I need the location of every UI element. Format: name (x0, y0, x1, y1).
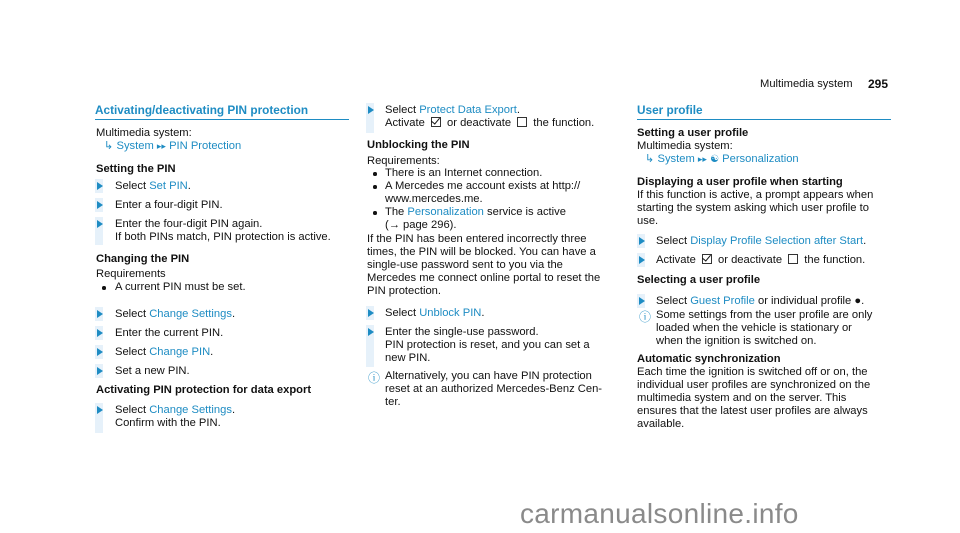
path-system[interactable]: System (657, 153, 695, 165)
protect-data-export-link[interactable]: Protect Data Export (419, 104, 517, 116)
nav-return-icon: ↳ (104, 140, 114, 152)
step-select-change-settings: Select Change Settings. (115, 308, 236, 320)
step-arrow-icon (97, 182, 103, 190)
path-personalization[interactable]: Personalization (722, 153, 799, 165)
step-select-protect-export: Select Protect Data Export. (385, 104, 520, 116)
display-profile-selection-link[interactable]: Display Profile Selection after Start (690, 235, 864, 247)
heading-display-profile: Displaying a user profile when starting (637, 176, 843, 188)
step-select-change-pin: Select Change PIN. (115, 346, 214, 358)
paragraph-line: If the PIN has been entered incorrectly three (367, 233, 587, 245)
menu-path (104, 140, 241, 154)
step-result-text: If both PINs match, PIN protection is active. (115, 231, 331, 243)
title-rule (95, 119, 349, 120)
step-enter-current-pin: Enter the current PIN. (115, 327, 224, 339)
note-line: Alternatively, you can have PIN protection (385, 370, 592, 382)
step-enter-pin-again: Enter the four-digit PIN again. (115, 218, 263, 230)
step-result-text: new PIN. (385, 352, 431, 364)
step-set-new-pin: Set a new PIN. (115, 365, 190, 377)
note-line: loaded when the vehicle is stationary or (656, 322, 852, 334)
paragraph-line: If this function is active, a prompt appears when (637, 189, 874, 201)
step-arrow-icon (97, 348, 103, 356)
paragraph-line: available. (637, 418, 685, 430)
step-arrow-icon (368, 328, 374, 336)
checkbox-checked-icon[interactable] (431, 117, 441, 127)
step-arrow-icon (97, 406, 103, 414)
step-arrow-icon (97, 220, 103, 228)
info-icon: ⓘ (639, 310, 652, 324)
intro-text: Multimedia system: (637, 140, 733, 152)
requirement-account-url: www.mercedes.me. (385, 193, 483, 205)
page-reference[interactable]: (→ page 296). (385, 219, 457, 231)
checkbox-checked-icon[interactable] (702, 254, 712, 264)
paragraph-line: use. (637, 215, 659, 227)
paragraph-line: Each time the ignition is switched off or on, the (637, 366, 868, 378)
step-activate-function: Activate or deactivate the function. (385, 117, 595, 129)
nav-return-icon: ↳ (645, 153, 655, 165)
requirement-personalization: The Personalization service is active (385, 206, 566, 218)
heading-setting-profile: Setting a user profile (637, 127, 749, 139)
section-header: Multimedia system (760, 78, 853, 90)
bullet (373, 211, 377, 215)
heading-auto-sync: Automatic synchronization (637, 353, 781, 365)
paragraph-line: multimedia system and on the server. This (637, 392, 847, 404)
paragraph-line: starting the system asking which user profile to (637, 202, 869, 214)
checkbox-unchecked-icon[interactable] (788, 254, 798, 264)
requirement-internet: There is an Internet connection. (385, 167, 543, 179)
note-line: ter. (385, 396, 401, 408)
paragraph-line: Mercedes me connect online portal to reset the (367, 272, 601, 284)
checkbox-unchecked-icon[interactable] (517, 117, 527, 127)
paragraph-line: single-use password sent to you via the (367, 259, 563, 271)
info-icon: ⓘ (368, 371, 381, 385)
path-pin-protection[interactable]: PIN Protection (169, 140, 242, 152)
step-arrow-icon (97, 310, 103, 318)
double-chevron-icon: ▸▸ (156, 141, 166, 151)
watermark-text: carmanualsonline.info (520, 498, 799, 529)
step-arrow-icon (639, 297, 645, 305)
step-activate-function: Activate or deactivate the function. (656, 254, 866, 266)
menu-path (645, 153, 799, 167)
bullet (373, 185, 377, 189)
step-select-set-pin: Select Set PIN. (115, 180, 191, 192)
unblock-pin-link[interactable]: Unblock PIN (419, 307, 482, 319)
paragraph-line: times, the PIN will be blocked. You can have a (367, 246, 596, 258)
requirements-label: Requirements: (367, 155, 440, 167)
change-settings-link[interactable]: Change Settings (149, 308, 232, 320)
step-arrow-icon (639, 256, 645, 264)
step-arrow-icon (97, 329, 103, 337)
step-confirm-pin: Confirm with the PIN. (115, 417, 221, 429)
path-system[interactable]: System (116, 140, 154, 152)
person-settings-icon: ☯ (710, 154, 720, 165)
step-arrow-icon (97, 201, 103, 209)
requirement-item: A current PIN must be set. (115, 281, 246, 293)
paragraph-line: PIN protection. (367, 285, 441, 297)
step-select-unblock-pin: Select Unblock PIN. (385, 307, 485, 319)
step-enter-pin: Enter a four-digit PIN. (115, 199, 223, 211)
title-rule (637, 119, 891, 120)
step-enter-password: Enter the single-use password. (385, 326, 539, 338)
requirement-account: A Mercedes me account exists at http:// (385, 180, 581, 192)
guest-profile-link[interactable]: Guest Profile (690, 295, 755, 307)
bullet (102, 286, 106, 290)
step-select-change-settings-export: Select Change Settings. (115, 404, 236, 416)
page-number: 295 (868, 77, 889, 91)
step-arrow-icon (97, 367, 103, 375)
note-line: reset at an authorized Mercedes-Benz Cen- (385, 383, 603, 395)
set-pin-link[interactable]: Set PIN (149, 180, 188, 192)
requirements-label: Requirements (96, 268, 166, 280)
change-settings-link[interactable]: Change Settings (149, 404, 232, 416)
paragraph-line: ensures that the latest user profiles are always (637, 405, 868, 417)
section-title-user-profile: User profile (637, 103, 703, 117)
step-arrow-icon (368, 106, 374, 114)
bullet (373, 172, 377, 176)
change-pin-link[interactable]: Change PIN (149, 346, 211, 358)
paragraph-line: individual user profiles are synchronized on the (637, 379, 871, 391)
step-select-guest-profile: Select Guest Profile or individual profile ●. (656, 295, 865, 307)
heading-changing-pin: Changing the PIN (96, 253, 190, 265)
step-arrow-icon (368, 309, 374, 317)
heading-selecting-profile: Selecting a user profile (637, 274, 761, 286)
note-line: Some settings from the user profile are only (656, 309, 873, 321)
step-select-display-profile: Select Display Profile Selection after Start. (656, 235, 867, 247)
heading-unblocking-pin: Unblocking the PIN (367, 139, 470, 151)
step-result-text: PIN protection is reset, and you can set a (385, 339, 590, 351)
note-line: when the ignition is switched on. (656, 335, 817, 347)
step-arrow-icon (639, 237, 645, 245)
personalization-link[interactable]: Personalization (407, 206, 484, 218)
double-chevron-icon: ▸▸ (697, 154, 707, 164)
heading-export-protection: Activating PIN protection for data export (96, 384, 312, 396)
section-title-pin: Activating/deactivating PIN protection (95, 103, 309, 117)
intro-text: Multimedia system: (96, 127, 192, 139)
heading-setting-pin: Setting the PIN (96, 163, 176, 175)
